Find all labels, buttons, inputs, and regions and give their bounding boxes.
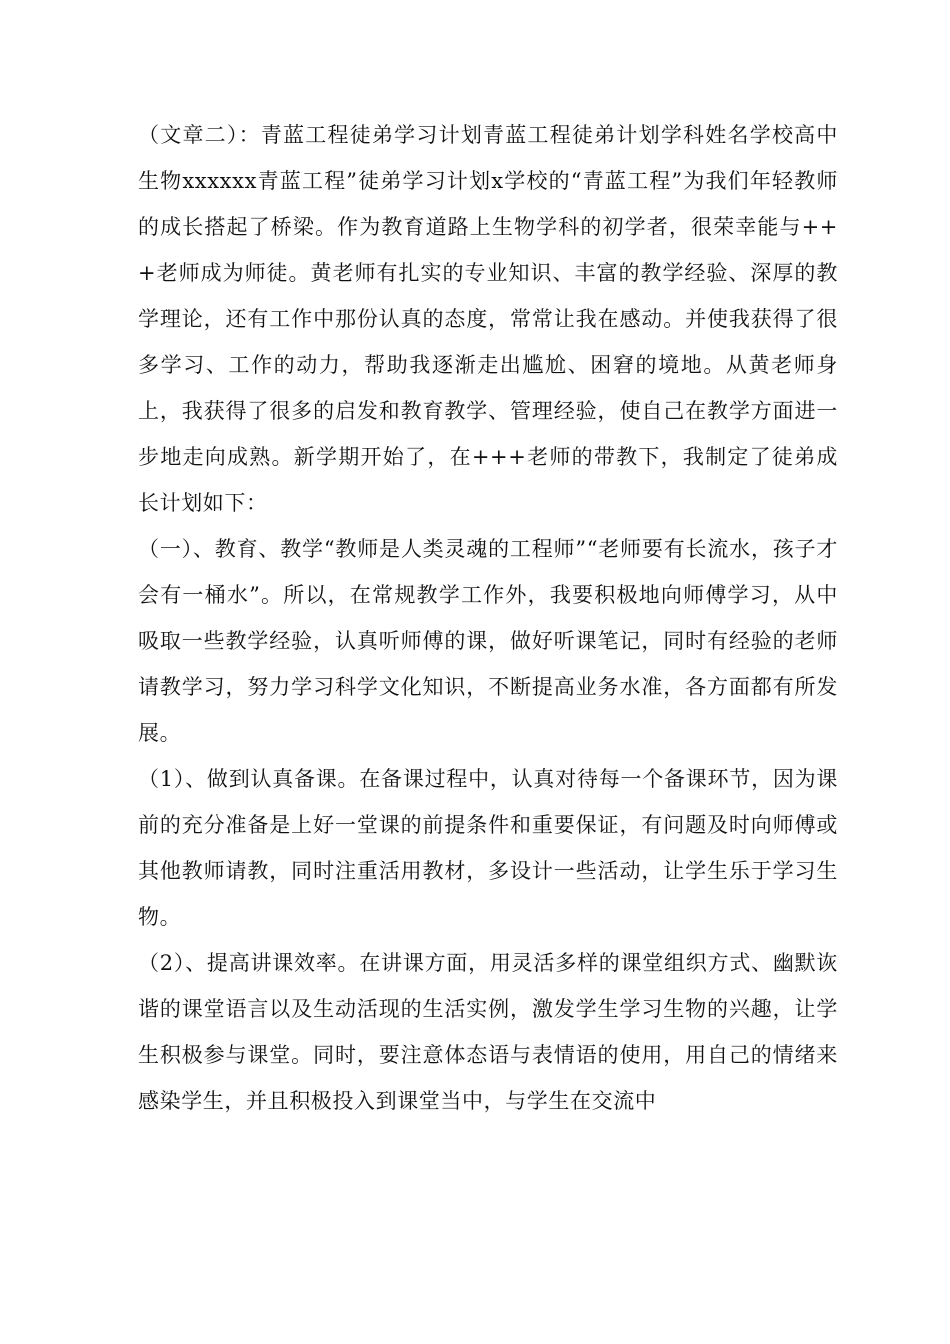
paragraph-section-one: （一）、教育、教学“教师是人类灵魂的工程师”“老师要有长流水，孩子才会有一桶水”。所以，在常规教学工作外，我要积极地向师傅学习，从中吸取一些教学经验，认真听师傅的课，做好听课笔记，同时有经验的老师请教学习，努力学习科学文化知识，不断提高业务水准，各方面都有所发展。 [138,537,838,745]
document-body [138,112,838,1124]
paragraph-item-1: （1）、做到认真备课。在备课过程中，认真对待每一个备课环节，因为课前的充分准备是上好一堂课的前提条件和重要保证，有问题及时向师傅或其他教师请教，同时注重活用教材，多设计一些活动，让学生乐于学习生物。 [138,767,838,929]
paragraph-item-2: （2）、提高讲课效率。在讲课方面，用灵活多样的课堂组织方式、幽默诙谐的课堂语言以及生动活现的生活实例，激发学生学习生物的兴趣，让学生积极参与课堂。同时，要注意体态语与表情语的使用，用自己的情绪来感染学生，并且积极投入到课堂当中，与学生在交流中 [138,951,838,1113]
paragraph-intro: （文章二）：青蓝工程徒弟学习计划青蓝工程徒弟计划学科姓名学校高中生物xxxxxx青蓝工程”徒弟学习计划x学校的“青蓝工程”为我们年轻教师的成长搭起了桥梁。作为教育道路上生物学科的初学者，很荣幸能与+++老师成为师徒。黄老师有扎实的专业知识、丰富的教学经验、深厚的教学理论，还有工作中那份认真的态度，常常让我在感动。并使我获得了很多学习、工作的动力，帮助我逐渐走出尴尬、困窘的境地。从黄老师身上，我获得了很多的启发和教育教学、管理经验，使自己在教学方面进一步地走向成熟。新学期开始了，在+++老师的带教下，我制定了徒弟成长计划如下： [138,123,838,515]
